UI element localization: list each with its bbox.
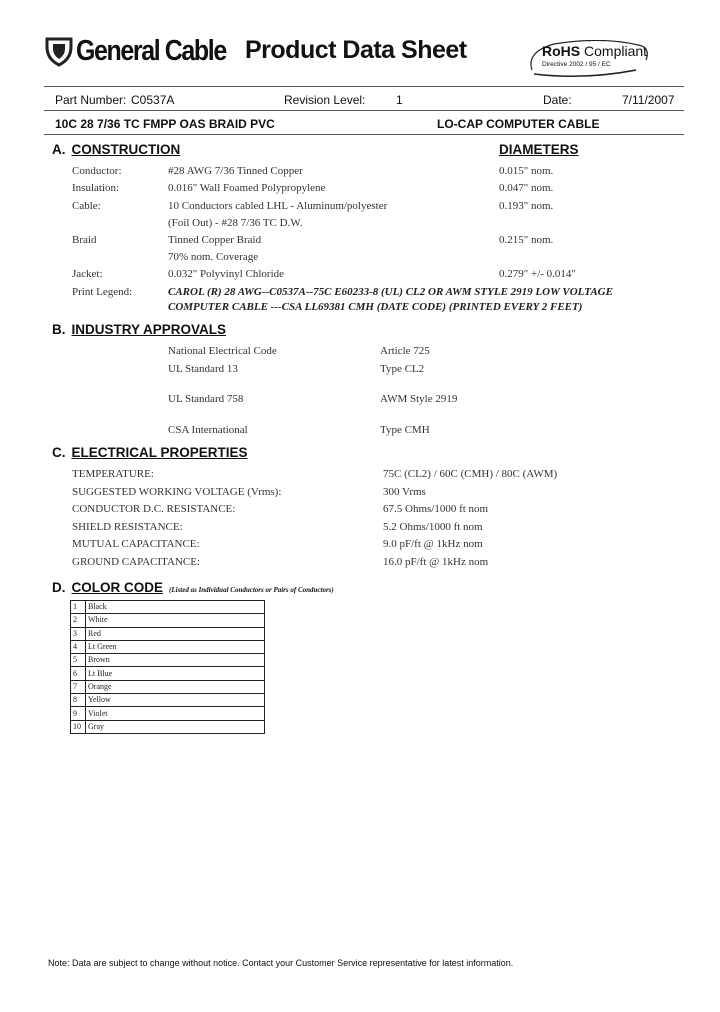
rohs-label: RoHS Compliant (542, 43, 648, 59)
product-category: LO-CAP COMPUTER CABLE (437, 117, 600, 131)
electrical-name: GROUND CAPACITANCE: (72, 556, 200, 568)
conductor-color: Yellow (86, 694, 265, 707)
conductor-number: 3 (71, 627, 86, 640)
table-row (71, 614, 265, 627)
date-value: 7/11/2007 (622, 93, 675, 107)
conductor-color: White (86, 614, 265, 627)
date-label: Date: (543, 93, 572, 107)
brand-name: General Cable (76, 34, 226, 67)
conductor-number: 5 (71, 654, 86, 667)
conductor-color: Lt Blue (86, 667, 265, 680)
footer-note: Note: Data are subject to change without notice. Contact your Customer Service representative for latest information. (48, 958, 514, 968)
conductor-number: 6 (71, 667, 86, 680)
electrical-name: SHIELD RESISTANCE: (72, 521, 183, 533)
section-electrical-heading: C. ELECTRICAL PROPERTIES (52, 445, 248, 460)
construction-label: Cable: (72, 200, 101, 212)
construction-value: 70% nom. Coverage (168, 251, 259, 263)
part-number-label: Part Number: (55, 93, 127, 107)
approval-value: Type CL2 (380, 363, 425, 375)
electrical-value: 75C (CL2) / 60C (CMH) / 80C (AWM) (383, 468, 558, 480)
print-legend-line: CAROL (R) 28 AWG--C0537A--75C E60233-8 (UL) CL2 OR AWM STYLE 2919 LOW VOLTAGE (168, 286, 613, 298)
divider (44, 86, 684, 87)
electrical-value: 9.0 pF/ft @ 1kHz nom (383, 538, 483, 550)
page-title: Product Data Sheet (245, 36, 467, 64)
electrical-value: 5.2 Ohms/1000 ft nom (383, 521, 483, 533)
electrical-value: 16.0 pF/ft @ 1kHz nom (383, 556, 489, 568)
electrical-value: 300 Vrms (383, 486, 426, 498)
general-cable-logo-icon (44, 35, 74, 67)
electrical-name: MUTUAL CAPACITANCE: (72, 538, 200, 550)
table-row (71, 654, 265, 667)
table-row (71, 720, 265, 733)
table-row (71, 667, 265, 680)
brand-logo (44, 34, 250, 68)
table-row (71, 694, 265, 707)
conductor-number: 4 (71, 640, 86, 653)
approval-name: UL Standard 758 (168, 393, 244, 405)
construction-value: 10 Conductors cabled LHL - Aluminum/polyester (168, 200, 388, 212)
approval-value: Type CMH (380, 424, 430, 436)
electrical-value: 67.5 Ohms/1000 ft nom (383, 503, 489, 515)
construction-diameter: 0.215" nom. (499, 234, 554, 246)
electrical-name: CONDUCTOR D.C. RESISTANCE: (72, 503, 236, 515)
conductor-color: Black (86, 601, 265, 614)
construction-value: #28 AWG 7/36 Tinned Copper (168, 165, 303, 177)
rohs-directive: Directive 2002 / 95 / EC (542, 61, 611, 68)
approval-name: National Electrical Code (168, 345, 277, 357)
construction-label: Braid (72, 234, 97, 246)
electrical-name: SUGGESTED WORKING VOLTAGE (Vrms): (72, 486, 282, 498)
table-row (71, 601, 265, 614)
conductor-number: 7 (71, 680, 86, 693)
construction-diameter: 0.279" +/- 0.014" (499, 268, 576, 280)
construction-label: Insulation: (72, 182, 120, 194)
color-code-table (70, 600, 265, 734)
conductor-number: 8 (71, 694, 86, 707)
table-row (71, 680, 265, 693)
part-number-value: C0537A (131, 93, 175, 107)
section-color-code-heading: D. COLOR CODE (Listed as Individual Conductors or Pairs of Conductors) (52, 580, 334, 595)
divider (44, 134, 684, 135)
conductor-color: Brown (86, 654, 265, 667)
print-legend-label: Print Legend: (72, 286, 133, 298)
construction-value: 0.032" Polyvinyl Chloride (168, 268, 285, 280)
approval-value: AWM Style 2919 (380, 393, 458, 405)
conductor-number: 9 (71, 707, 86, 720)
approval-value: Article 725 (380, 345, 430, 357)
construction-label: Conductor: (72, 165, 122, 177)
section-construction-heading: A. CONSTRUCTION (52, 142, 181, 157)
construction-label: Jacket: (72, 268, 103, 280)
construction-diameter: 0.047" nom. (499, 182, 554, 194)
conductor-color: Lt Green (86, 640, 265, 653)
divider (44, 110, 684, 111)
construction-value: 0.016" Wall Foamed Polypropylene (168, 182, 326, 194)
conductor-color: Red (86, 627, 265, 640)
color-code-note: (Listed as Individual Conductors or Pairs of Conductors) (169, 586, 334, 594)
conductor-number: 10 (71, 720, 86, 733)
construction-value: Tinned Copper Braid (168, 234, 262, 246)
conductor-number: 1 (71, 601, 86, 614)
print-legend-line: COMPUTER CABLE ---CSA LL69381 CMH (DATE CODE) (PRINTED EVERY 2 FEET) (168, 301, 583, 313)
construction-diameter: 0.193" nom. (499, 200, 554, 212)
revision-label: Revision Level: (284, 93, 366, 107)
section-diameters-heading: DIAMETERS (499, 142, 579, 157)
revision-value: 1 (396, 93, 403, 107)
electrical-name: TEMPERATURE: (72, 468, 154, 480)
conductor-color: Gray (86, 720, 265, 733)
approval-name: CSA International (168, 424, 248, 436)
conductor-color: Orange (86, 680, 265, 693)
approval-name: UL Standard 13 (168, 363, 238, 375)
section-approvals-heading: B. INDUSTRY APPROVALS (52, 322, 227, 337)
table-row (71, 627, 265, 640)
rohs-badge (524, 40, 654, 80)
construction-diameter: 0.015" nom. (499, 165, 554, 177)
conductor-number: 2 (71, 614, 86, 627)
table-row (71, 707, 265, 720)
construction-value: (Foil Out) - #28 7/36 TC D.W. (168, 217, 303, 229)
table-row (71, 640, 265, 653)
conductor-color: Violet (86, 707, 265, 720)
product-description: 10C 28 7/36 TC FMPP OAS BRAID PVC (55, 117, 275, 131)
